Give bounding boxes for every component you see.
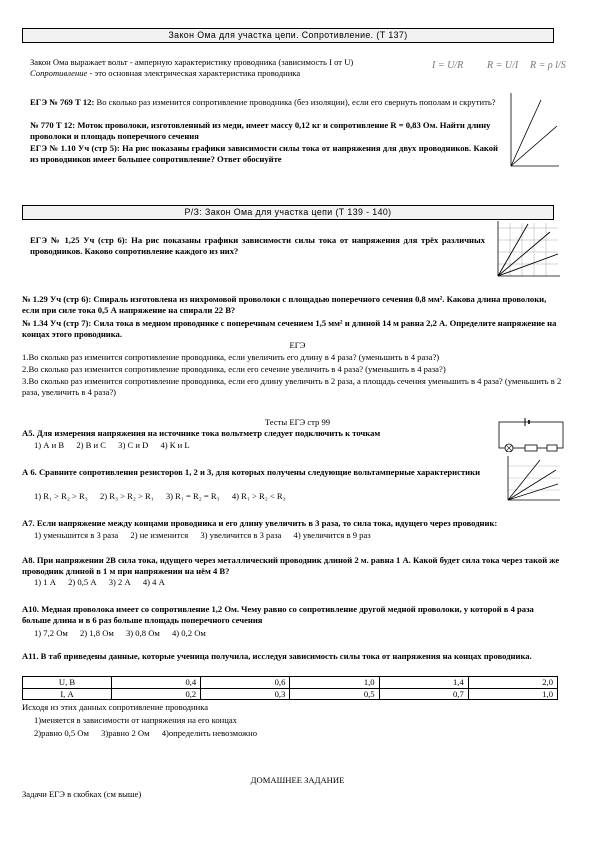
a7-lead: А7. — [22, 518, 35, 528]
a7-option-1: 1) уменьшится в 3 раза — [34, 530, 119, 540]
homework-title: ДОМАШНЕЕ ЗАДАНИЕ — [250, 775, 345, 785]
line-2 — [498, 232, 550, 276]
line-2 — [511, 126, 557, 166]
line-3 — [508, 484, 558, 500]
circuit-diagram — [495, 416, 567, 452]
ege-question-2: 2.Во сколько раз изменится сопротивление проводника, если его сечение увеличить в 4 раза? (уменьшить в 4 раза?) — [22, 364, 446, 374]
problem-110-lead: ЕГЭ № 1.10 Уч (стр 5): — [30, 143, 120, 153]
a10-options — [34, 628, 502, 639]
homework-text: Задачи ЕГЭ в скобках (см выше) — [22, 789, 142, 799]
table-cell: 0,6 — [201, 677, 290, 689]
resistor-icon — [547, 445, 557, 451]
test-a6 — [22, 467, 562, 478]
resistance-definition — [30, 68, 430, 79]
data-table — [22, 676, 558, 700]
test-a5 — [22, 428, 482, 439]
a5-option-1: 1) А и В — [34, 440, 65, 450]
problem-125-lead: ЕГЭ № 1,25 Уч (стр 6): — [30, 235, 128, 245]
a6-lead: А 6. — [22, 467, 37, 477]
a6-option-2: 2) R₃ > R₂ > R₁ — [99, 491, 154, 501]
a7-text: Если напряжение между концами проводника и его длину увеличить в 3 раза, то сила тока, идущего через проводник: — [36, 518, 498, 528]
a8-option-2: 2) 0,5 А — [68, 577, 97, 587]
a10-option-1: 1) 7,2 Ом — [34, 628, 68, 638]
a6-option-1: 1) R₁ > R₂ > R₃ — [34, 491, 88, 501]
section1-title: Закон Ома для участка цепи. Сопротивление. (Т 137) — [22, 28, 554, 43]
resistance-term: Сопротивление — [30, 68, 88, 78]
a7-option-2: 2) не изменится — [130, 530, 189, 540]
line-1 — [498, 224, 528, 276]
a11-lead: А11. — [22, 651, 39, 661]
problem-134-text: Уч (стр 7): Сила тока в медном проводнике с поперечным сечением 1,5 мм² и длиной 14 м равна 2,2 А. Определите напряжение на концах этого проводника. — [22, 318, 557, 339]
problem-770-text: Моток проволоки, изготовленный из меди, имеет массу 0,12 кг и сопротивление R = 0,83 Ом. Найти длину проволоки и площадь поперечного сечения — [30, 120, 491, 141]
table-cell: I, А — [23, 688, 112, 700]
problem-770-lead: № 770 Т 12: — [30, 120, 76, 130]
a6-option-3: 3) R₁ = R₂ = R₃ — [165, 491, 220, 501]
problem-125 — [30, 235, 485, 256]
line-2 — [508, 470, 556, 500]
formula-ohm: I = U/R — [432, 60, 464, 71]
a11-option-4: 4)определить невозможно — [161, 728, 257, 738]
a11-options — [34, 728, 502, 739]
a10-option-2: 2) 1,8 Ом — [80, 628, 114, 638]
table-cell: 0,7 — [379, 688, 468, 700]
a8-option-3: 3) 2 А — [108, 577, 131, 587]
test-a8 — [22, 555, 562, 576]
a8-lead: А8. — [22, 555, 35, 565]
table-cell: 0,3 — [201, 688, 290, 700]
a5-options — [34, 440, 502, 451]
line-3 — [498, 254, 558, 276]
ege-769-text: Во сколько раз изменится сопротивление проводника (без изоляции), если его свернуть пополам и скрутить? — [96, 97, 496, 107]
resistor-icon — [525, 445, 537, 451]
formula-resistivity: R = ρ l/S — [530, 60, 566, 71]
tests-title: Тесты ЕГЭ стр 99 — [264, 417, 331, 427]
a10-lead: А10. — [22, 604, 39, 614]
problem-129 — [22, 294, 562, 315]
table-cell: 1,0 — [468, 688, 557, 700]
ege-769-lead: ЕГЭ № 769 Т 12: — [30, 97, 95, 107]
a5-option-3: 3) С и D — [118, 440, 149, 450]
a8-options — [34, 577, 502, 588]
table-cell: U, В — [23, 677, 112, 689]
ege-label: ЕГЭ — [289, 340, 306, 350]
table-cell: 0,5 — [290, 688, 379, 700]
problem-770 — [30, 120, 498, 141]
a11-option-1: 1)меняется в зависимости от напряжения на его концах — [34, 715, 237, 725]
table-cell: 0,2 — [112, 688, 201, 700]
test-a10 — [22, 604, 562, 625]
table-row — [23, 688, 558, 700]
a8-text: При напряжении 2В сила тока, идущего через металлический проводник длиной 2 м. равна 1 А. Какой будет сила тока через такой же проводник длиной в 1 м при напряжении на нём 4 В? — [22, 555, 560, 576]
a5-lead: А5. — [22, 428, 35, 438]
a10-text: Медная проволока имеет со сопротивление 1,2 Ом. Чему равно со сопротивление другой медной проволоки, у которой в 4 раза больше длина и в 6 раз больше площадь поперечного сечения — [22, 604, 534, 625]
resistance-def: - это основная электрическая характеристика проводника — [87, 68, 301, 78]
a5-option-2: 2) В и С — [76, 440, 106, 450]
table-row — [23, 677, 558, 689]
problem-125-text: На рис показаны графики зависимости силы тока от напряжения для трёх различных проводников. Каково сопротивление каждого из них? — [30, 235, 486, 256]
iv-graph-two-conductors — [503, 88, 563, 173]
a6-option-4: 4) R₁ > R₂ < R₃ — [231, 491, 286, 501]
a7-options — [34, 530, 554, 541]
graph-grid — [508, 466, 560, 490]
iv-graph-resistors — [500, 454, 562, 504]
problem-129-lead: № 1.29 — [22, 294, 48, 304]
problem-129-text: Уч (стр 6): Спираль изготовлена из нихромовой проволоки с площадью поперечного сечения 0,8 мм². Какова длина проволоки, если при силе тока 0,5 А напряжение на спирали 22 В? — [22, 294, 547, 315]
table-cell: 1,0 — [290, 677, 379, 689]
a10-option-3: 3) 0,8 Ом — [126, 628, 160, 638]
problem-134 — [22, 318, 562, 339]
table-cell: 2,0 — [468, 677, 557, 689]
line-1 — [511, 100, 541, 166]
a11-text: В таб приведены данные, которые ученица получила, исследуя зависимость силы тока от напряжения на концах проводника. — [40, 651, 532, 661]
ege-769 — [30, 97, 498, 108]
a7-option-4: 4) увеличится в 9 раз — [293, 530, 371, 540]
a11-after: Исходя из этих данных сопротивление проводника — [22, 702, 209, 712]
test-a7 — [22, 518, 562, 529]
section2-title: Р/З: Закон Ома для участка цепи (Т 139 - 140) — [22, 205, 554, 220]
a11-option-3: 3)равно 2 Ом — [101, 728, 150, 738]
ege-question-1: 1.Во сколько раз изменится сопротивление проводника, если увеличить его длину в 4 раза? (уменьшить в 4 раза?) — [22, 352, 440, 362]
a8-option-1: 1) 1 А — [34, 577, 56, 587]
ohm-law-text: Закон Ома выражает вольт - амперную характеристику проводника (зависимость I от U) — [30, 57, 354, 67]
formula-resistance: R = U/I — [487, 60, 519, 71]
problem-134-lead: № 1.34 — [22, 318, 48, 328]
problem-110-text: На рис показаны графики зависимости силы тока от напряжения для двух проводников. Какой из проводников имеет большее сопротивление? Ответ обоснуйте — [30, 143, 498, 164]
a5-text: Для измерения напряжения на источнике тока вольтметр следует подключить к точкам — [36, 428, 381, 438]
a7-option-3: 3) увеличится в 3 раза — [200, 530, 282, 540]
a5-option-4: 4) К и L — [160, 440, 190, 450]
table-cell: 0,4 — [112, 677, 201, 689]
iv-graph-three-conductors — [488, 218, 563, 290]
a8-option-4: 4) 4 А — [142, 577, 165, 587]
ege-question-3: 3.Во сколько раз изменится сопротивление проводника, если его длину увеличить в 2 раза, а площадь сечения уменьшить в 4 раза? (уменьшить в 2 раза, увеличить в 4 раза?) — [22, 376, 562, 397]
a6-options — [34, 491, 502, 502]
a10-option-4: 4) 0,2 Ом — [172, 628, 206, 638]
problem-110 — [30, 143, 498, 164]
test-a11 — [22, 651, 562, 662]
table-cell: 1,4 — [379, 677, 468, 689]
a11-option-2: 2)равно 0,5 Ом — [34, 728, 89, 738]
a6-text: Сравните сопротивления резисторов 1, 2 и 3, для которых получены следующие вольтамперные характеристики — [38, 467, 481, 477]
